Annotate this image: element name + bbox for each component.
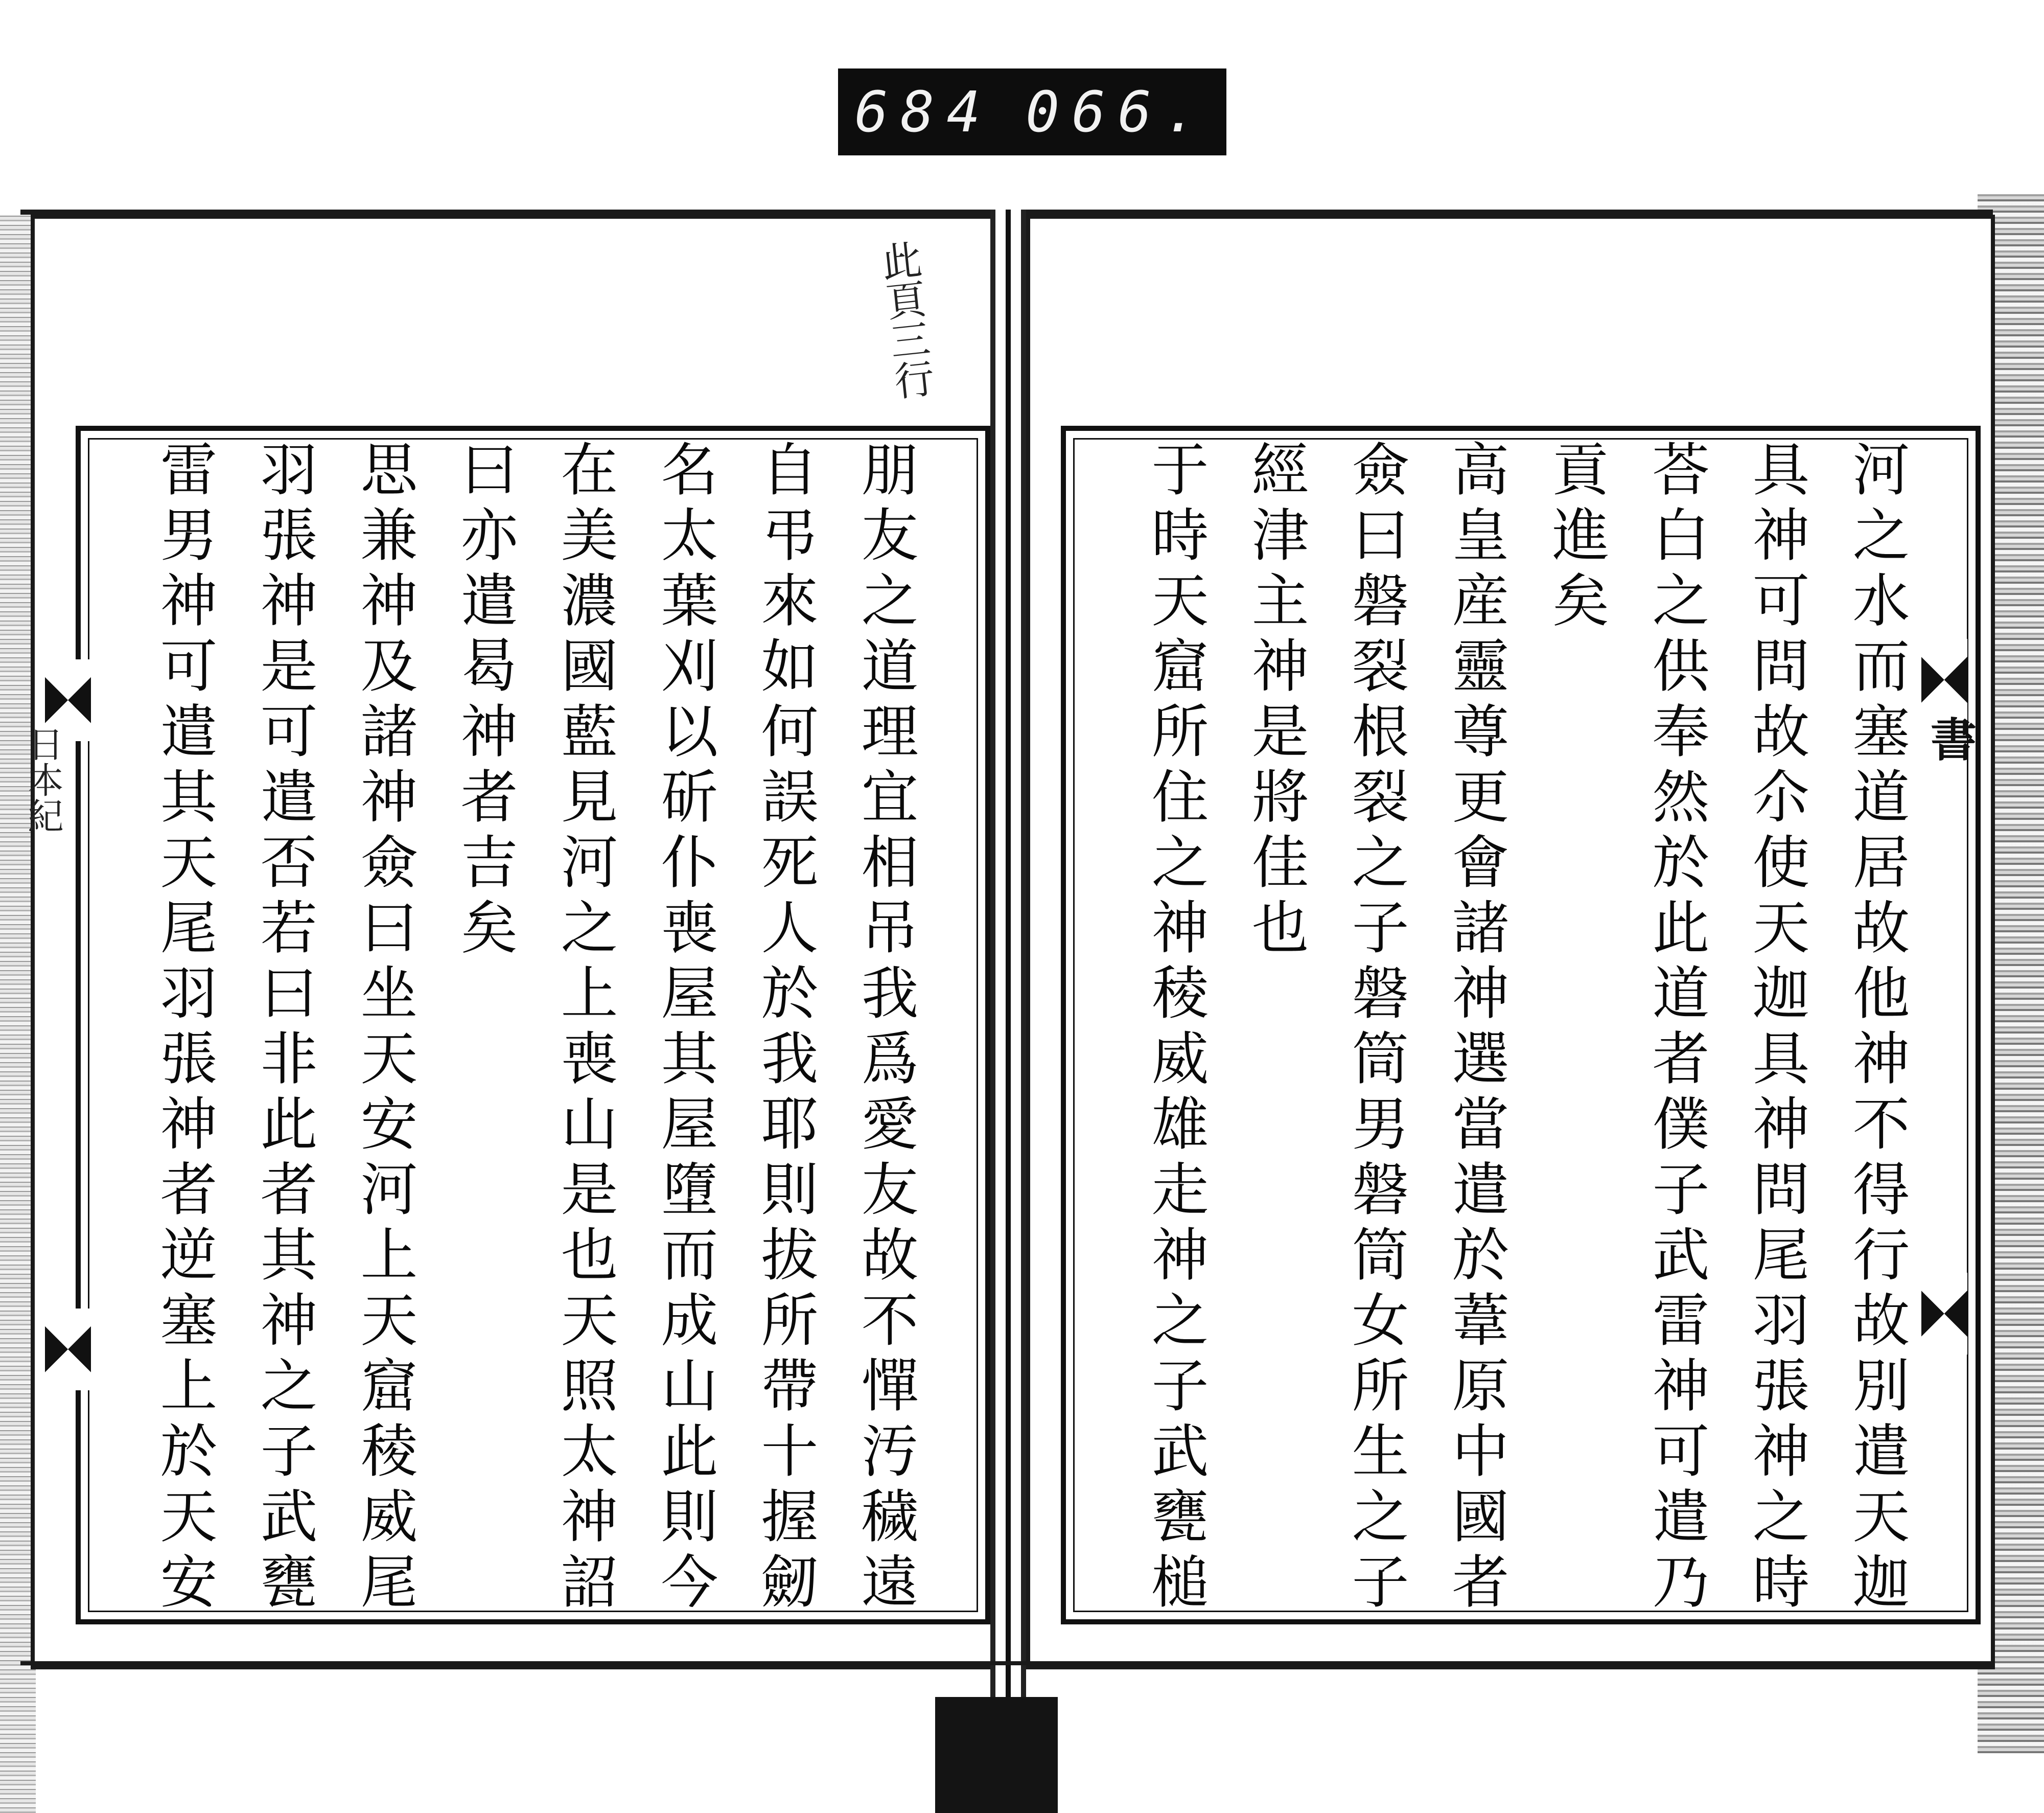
text-column: 具神可問故尒使天迦具神問尾羽張神之時 — [1743, 440, 1809, 1617]
text-column: 朋友之道理宜相吊我爲愛友故不憚汚穢遠 — [852, 440, 918, 1617]
text-column: 高皇産靈尊更會諸神選當遣於葦原中國者 — [1443, 440, 1509, 1617]
right-page-text — [1088, 440, 1926, 1615]
handwritten-annotation: 此頁三行 — [873, 238, 936, 402]
text-column: 荅白之供奉然於此道者僕子武雷神可遣乃 — [1643, 440, 1709, 1617]
reel-number-right: 066. — [1025, 79, 1210, 145]
margin-ornament-icon — [1921, 639, 1967, 721]
text-column: 自弔來如何誤死人於我耶則拔所帶十握劒 — [752, 440, 818, 1617]
text-column: 經津主神是將佳也 — [1242, 440, 1309, 963]
text-column: 羽張神是可遣否若曰非此者其神之子武甕 — [251, 440, 317, 1617]
margin-ornament-icon — [45, 1309, 91, 1390]
text-column: 雷男神可遣其天尾羽張神者逆塞上於天安 — [151, 440, 217, 1617]
text-column: 曰亦遣曷神者吉矣 — [451, 440, 518, 963]
gutter-shadow — [935, 1697, 1058, 1813]
film-reel-label — [838, 68, 1226, 155]
book-bottom-edge — [20, 1661, 1993, 1665]
book-gutter — [990, 210, 1026, 1813]
text-column: 于時天窟所住之神稜威雄走神之子武甕槌 — [1142, 440, 1209, 1617]
text-column: 僉曰磐裂根裂之子磐筒男磐筒女所生之子 — [1342, 440, 1409, 1617]
margin-ornament-icon — [1921, 1273, 1967, 1355]
text-column: 在美濃國藍見河之上喪山是也天照太神詔 — [551, 440, 618, 1617]
text-column: 思兼神及諸神僉曰坐天安河上天窟稜威尾 — [351, 440, 417, 1617]
spine-title-right: 書 — [1922, 716, 1977, 762]
left-page-text — [97, 440, 935, 1615]
spine-title-left: 日本紀 — [22, 726, 64, 833]
text-column: 河之水而塞道居故他神不得行故別遣天迦 — [1843, 440, 1910, 1617]
text-column: 貢進矣 — [1543, 440, 1609, 636]
reel-number-left: 684 — [854, 79, 993, 145]
text-column: 名太葉刈以斫仆喪屋其屋墮而成山此則今 — [652, 440, 718, 1617]
